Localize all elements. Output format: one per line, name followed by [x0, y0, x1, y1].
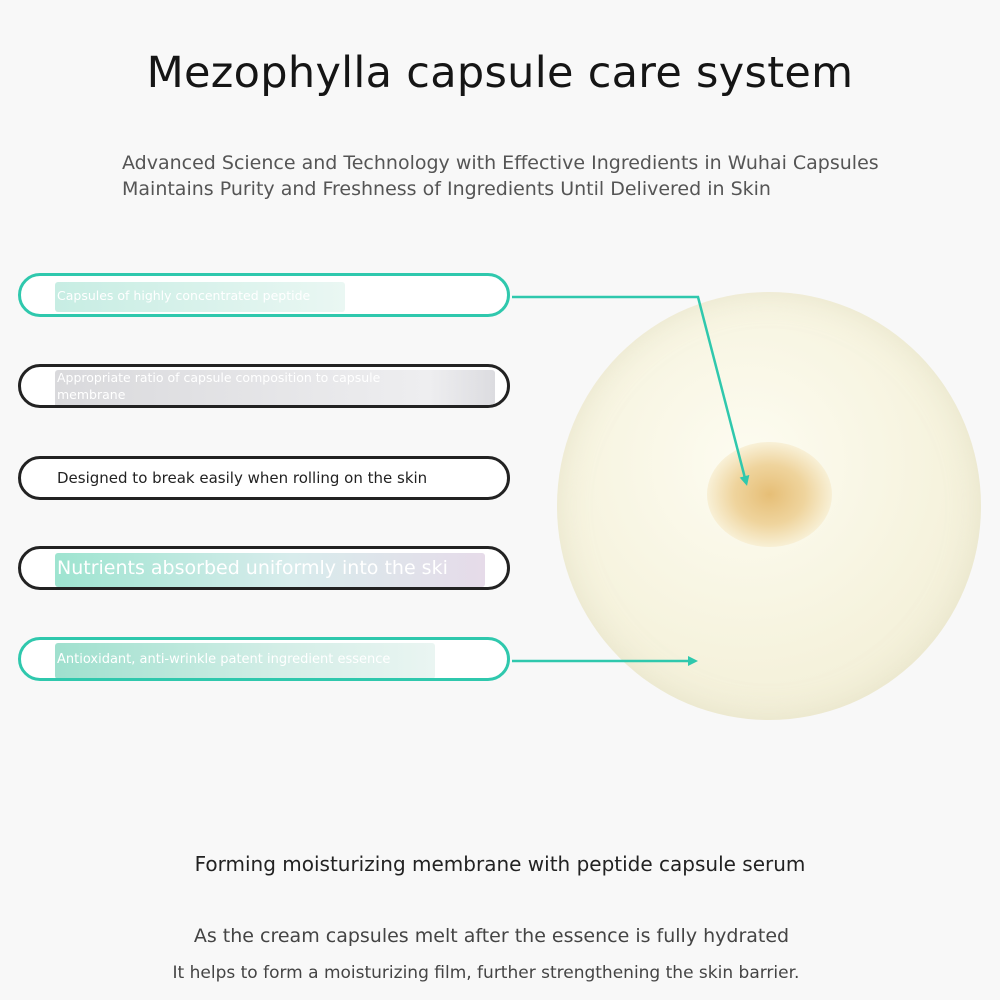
feature-label: Appropriate ratio of capsule composition to capsule membrane [57, 370, 381, 402]
bottom-description-line-2: It helps to form a moisturizing film, further strengthening the skin barrier. [172, 963, 800, 983]
bottom-heading: Forming moisturizing membrane with peptide capsule serum [194, 852, 806, 876]
subtitle-line-1: Advanced Science and Technology with Effective Ingredients in Wuhai Capsules [122, 152, 879, 174]
bottom-description-line-1: As the cream capsules melt after the essence is fully hydrated [193, 925, 790, 947]
subtitle-line-2: Maintains Purity and Freshness of Ingredients Until Delivered in Skin [122, 178, 771, 200]
feature-label: Designed to break easily when rolling on the skin [57, 469, 428, 487]
arrow-to-capsule [512, 297, 746, 482]
feature-label: Nutrients absorbed uniformly into the ski [57, 557, 448, 579]
feature-label: Capsules of highly concentrated peptide [57, 287, 311, 303]
feature-label: Antioxidant, anti-wrinkle patent ingredient essence [57, 651, 391, 667]
page-title: Mezophylla capsule care system [146, 48, 854, 98]
